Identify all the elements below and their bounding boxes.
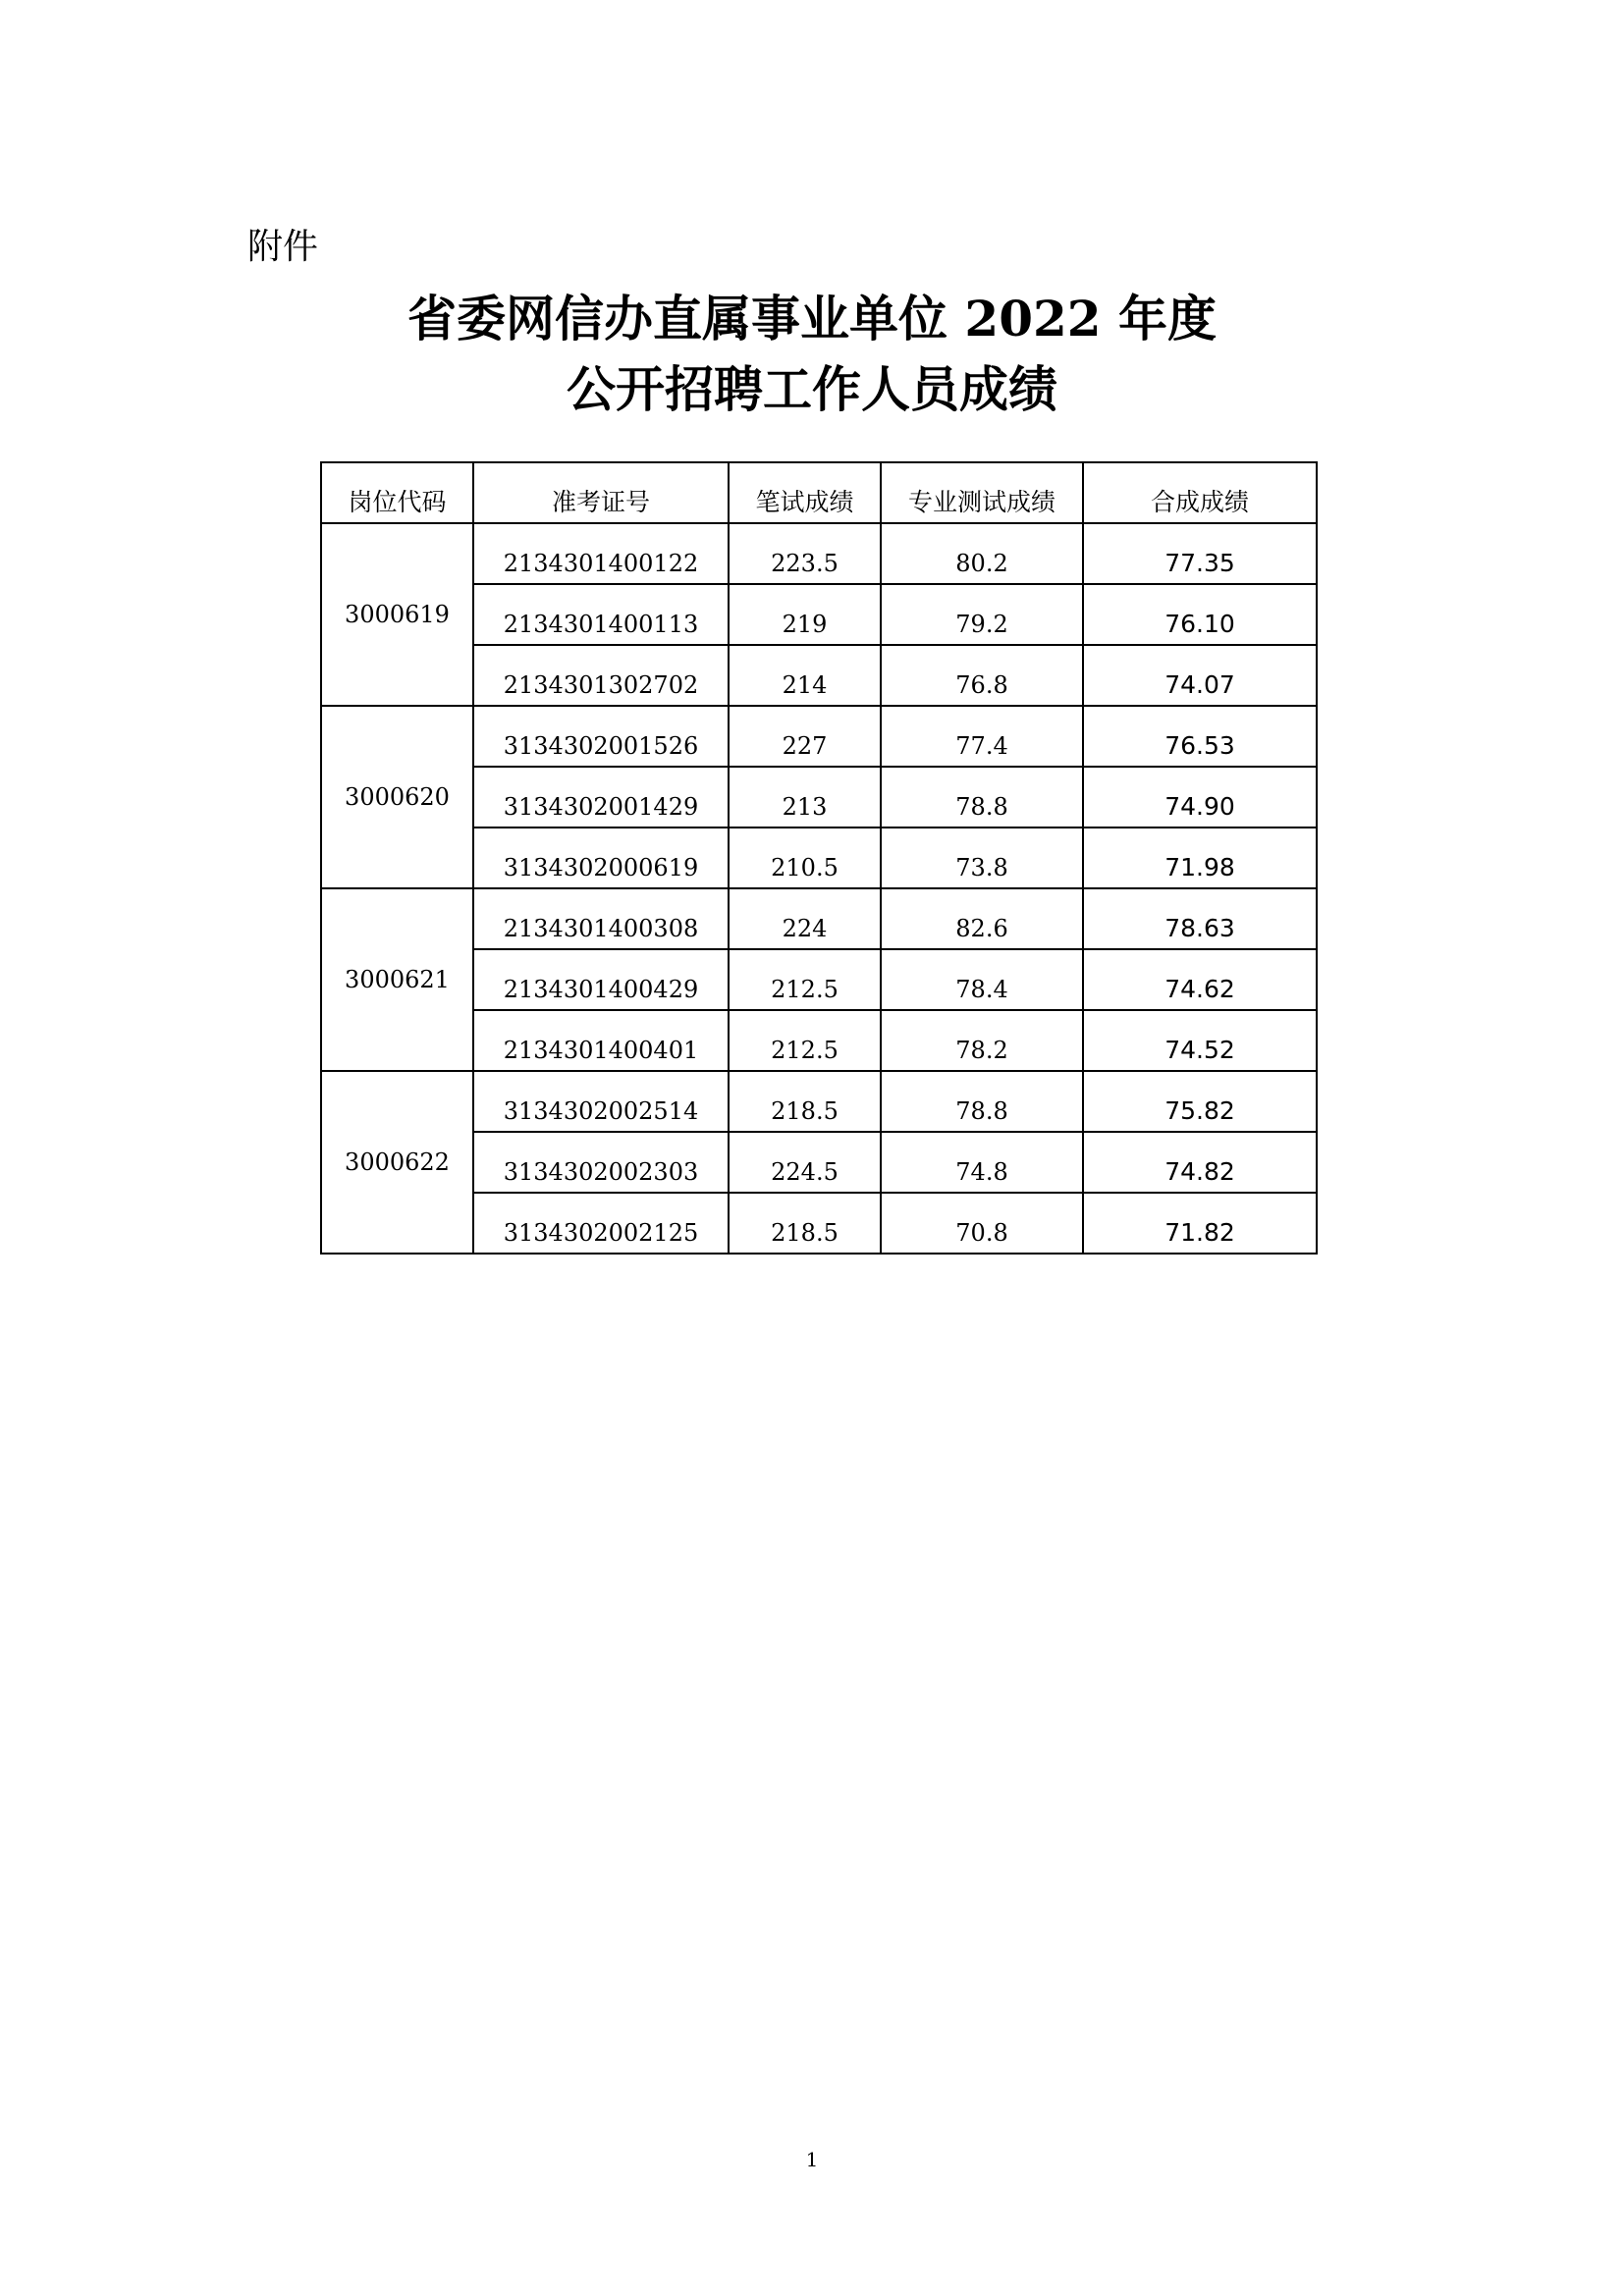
ticket-cell: 3134302000619 — [473, 828, 729, 888]
total-score-cell: 75.82 — [1083, 1071, 1317, 1132]
written-score-cell: 214 — [729, 645, 881, 706]
ticket-cell: 3134302001429 — [473, 767, 729, 828]
ticket-cell: 2134301302702 — [473, 645, 729, 706]
written-score-cell: 218.5 — [729, 1193, 881, 1254]
header-written-score: 笔试成绩 — [729, 462, 881, 523]
total-score-cell: 74.82 — [1083, 1132, 1317, 1193]
table-row — [321, 523, 1317, 584]
table-row — [321, 888, 1317, 949]
professional-score-cell: 76.8 — [881, 645, 1083, 706]
total-score-cell: 71.82 — [1083, 1193, 1317, 1254]
written-score-cell: 218.5 — [729, 1071, 881, 1132]
ticket-cell: 3134302002514 — [473, 1071, 729, 1132]
total-score-cell: 74.90 — [1083, 767, 1317, 828]
ticket-cell: 2134301400308 — [473, 888, 729, 949]
written-score-cell: 224.5 — [729, 1132, 881, 1193]
written-score-cell: 223.5 — [729, 523, 881, 584]
header-post-code: 岗位代码 — [321, 462, 473, 523]
ticket-cell: 2134301400429 — [473, 949, 729, 1010]
table-row — [321, 1071, 1317, 1132]
total-score-cell: 76.10 — [1083, 584, 1317, 645]
ticket-cell: 3134302002303 — [473, 1132, 729, 1193]
header-total-score: 合成成绩 — [1083, 462, 1317, 523]
table-row — [321, 706, 1317, 767]
attachment-label: 附件 — [247, 227, 319, 267]
written-score-cell: 213 — [729, 767, 881, 828]
professional-score-cell: 80.2 — [881, 523, 1083, 584]
total-score-cell: 78.63 — [1083, 888, 1317, 949]
post-code-cell: 3000619 — [321, 523, 473, 706]
professional-score-cell: 78.2 — [881, 1010, 1083, 1071]
written-score-cell: 224 — [729, 888, 881, 949]
professional-score-cell: 78.8 — [881, 1071, 1083, 1132]
professional-score-cell: 78.8 — [881, 767, 1083, 828]
ticket-cell: 3134302001526 — [473, 706, 729, 767]
page-number: 1 — [805, 2148, 819, 2171]
document-title-line-1: 省委网信办直属事业单位 2022 年度 — [407, 290, 1217, 347]
scores-table — [320, 461, 1318, 1255]
total-score-cell: 74.62 — [1083, 949, 1317, 1010]
written-score-cell: 212.5 — [729, 1010, 881, 1071]
professional-score-cell: 74.8 — [881, 1132, 1083, 1193]
header-professional-score: 专业测试成绩 — [881, 462, 1083, 523]
ticket-cell: 2134301400122 — [473, 523, 729, 584]
total-score-cell: 77.35 — [1083, 523, 1317, 584]
post-code-cell: 3000621 — [321, 888, 473, 1071]
professional-score-cell: 79.2 — [881, 584, 1083, 645]
ticket-cell: 2134301400113 — [473, 584, 729, 645]
professional-score-cell: 70.8 — [881, 1193, 1083, 1254]
professional-score-cell: 78.4 — [881, 949, 1083, 1010]
written-score-cell: 212.5 — [729, 949, 881, 1010]
written-score-cell: 210.5 — [729, 828, 881, 888]
total-score-cell: 71.98 — [1083, 828, 1317, 888]
professional-score-cell: 82.6 — [881, 888, 1083, 949]
total-score-cell: 74.07 — [1083, 645, 1317, 706]
post-code-cell: 3000620 — [321, 706, 473, 888]
post-code-cell: 3000622 — [321, 1071, 473, 1254]
header-ticket-number: 准考证号 — [473, 462, 729, 523]
ticket-cell: 2134301400401 — [473, 1010, 729, 1071]
total-score-cell: 76.53 — [1083, 706, 1317, 767]
document-title-line-2: 公开招聘工作人员成绩 — [567, 360, 1057, 418]
written-score-cell: 227 — [729, 706, 881, 767]
table-header-row — [321, 462, 1317, 523]
professional-score-cell: 77.4 — [881, 706, 1083, 767]
ticket-cell: 3134302002125 — [473, 1193, 729, 1254]
written-score-cell: 219 — [729, 584, 881, 645]
total-score-cell: 74.52 — [1083, 1010, 1317, 1071]
professional-score-cell: 73.8 — [881, 828, 1083, 888]
